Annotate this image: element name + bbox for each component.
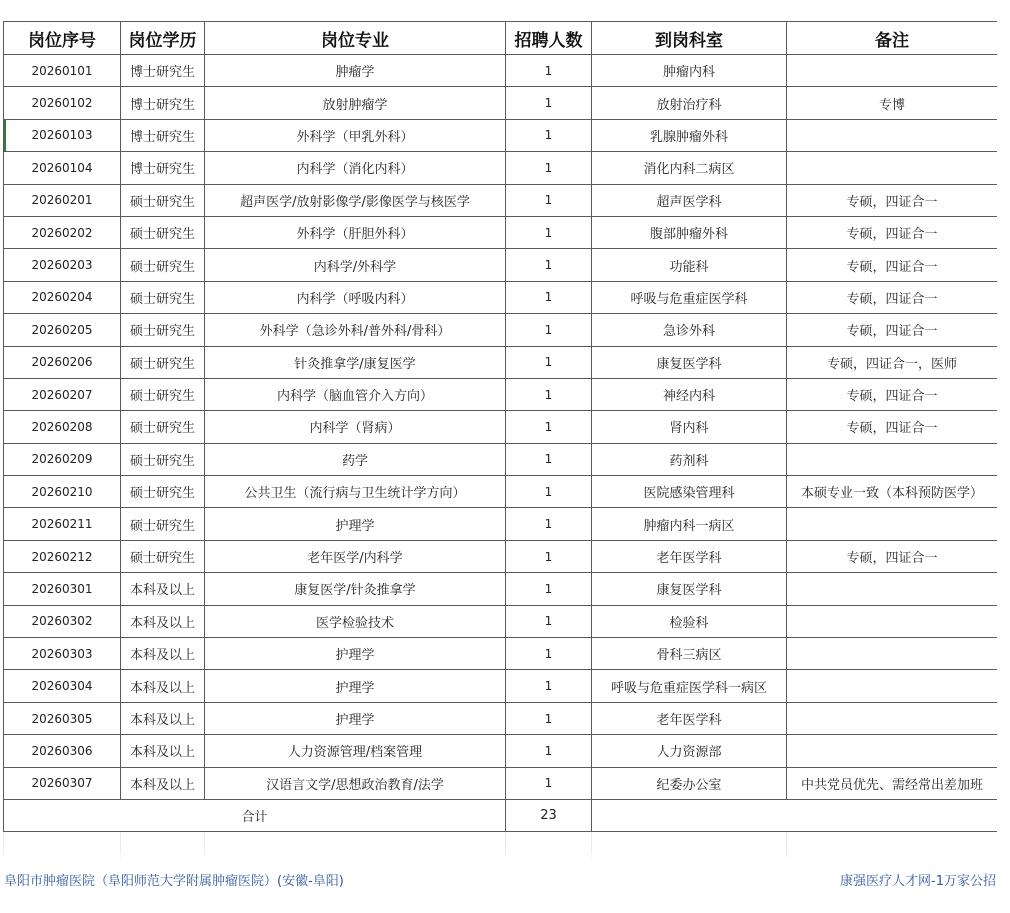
cell-education[interactable]: 硕士研究生 <box>121 314 205 346</box>
cell-position-code[interactable]: 20260305 <box>4 702 121 734</box>
cell-headcount[interactable]: 1 <box>506 152 592 184</box>
cell-remarks[interactable]: 专硕，四证合一 <box>787 378 998 410</box>
cell-education[interactable]: 硕士研究生 <box>121 443 205 475</box>
header-headcount[interactable]: 招聘人数 <box>506 22 592 55</box>
cell-position-code[interactable]: 20260304 <box>4 670 121 702</box>
cell-headcount[interactable]: 1 <box>506 314 592 346</box>
cell-major[interactable]: 护理学 <box>205 702 506 734</box>
cell-department[interactable]: 消化内科二病区 <box>592 152 787 184</box>
cell-headcount[interactable]: 1 <box>506 87 592 119</box>
cell-department[interactable]: 超声医学科 <box>592 184 787 216</box>
cell-remarks[interactable] <box>787 735 998 767</box>
cell-position-code[interactable]: 20260104 <box>4 152 121 184</box>
cell-headcount[interactable]: 1 <box>506 767 592 799</box>
cell-education[interactable]: 硕士研究生 <box>121 216 205 248</box>
cell-position-code[interactable]: 20260303 <box>4 638 121 670</box>
recruitment-table <box>3 21 997 860</box>
cell-remarks[interactable]: 专硕，四证合一 <box>787 216 998 248</box>
cell-education[interactable]: 硕士研究生 <box>121 508 205 540</box>
table-row <box>4 87 998 119</box>
cell-remarks[interactable]: 专硕，四证合一 <box>787 540 998 572</box>
total-label[interactable]: 合计 <box>4 799 506 831</box>
cell-remarks[interactable]: 专硕，四证合一 <box>787 184 998 216</box>
cell-major[interactable]: 内科学（消化内科） <box>205 152 506 184</box>
cell-remarks[interactable]: 专硕，四证合一 <box>787 314 998 346</box>
cell-department[interactable]: 老年医学科 <box>592 540 787 572</box>
cell-department[interactable]: 神经内科 <box>592 378 787 410</box>
cell-position-code[interactable]: 20260211 <box>4 508 121 540</box>
table-row <box>4 702 998 734</box>
cell-department[interactable]: 功能科 <box>592 249 787 281</box>
cell-position-code[interactable]: 20260101 <box>4 55 121 87</box>
cell-remarks[interactable]: 专硕，四证合一 <box>787 281 998 313</box>
cell-education[interactable]: 硕士研究生 <box>121 411 205 443</box>
cell-remarks[interactable]: 本硕专业一致（本科预防医学） <box>787 476 998 508</box>
cell-major[interactable]: 内科学（呼吸内科） <box>205 281 506 313</box>
cell-major[interactable]: 护理学 <box>205 508 506 540</box>
cell-education[interactable]: 博士研究生 <box>121 55 205 87</box>
cell-department[interactable]: 肾内科 <box>592 411 787 443</box>
bottom-fade <box>0 846 1010 864</box>
cell-headcount[interactable]: 1 <box>506 443 592 475</box>
cell-remarks[interactable] <box>787 443 998 475</box>
cell-education[interactable]: 本科及以上 <box>121 638 205 670</box>
cell-department[interactable]: 骨科三病区 <box>592 638 787 670</box>
cell-education[interactable]: 博士研究生 <box>121 87 205 119</box>
cell-education[interactable]: 硕士研究生 <box>121 378 205 410</box>
cell-position-code[interactable]: 20260103 <box>4 119 121 151</box>
cell-remarks[interactable] <box>787 573 998 605</box>
cell-education[interactable]: 本科及以上 <box>121 573 205 605</box>
cell-major[interactable]: 公共卫生（流行病与卫生统计学方向） <box>205 476 506 508</box>
cell-education[interactable]: 硕士研究生 <box>121 249 205 281</box>
cell-education[interactable]: 硕士研究生 <box>121 540 205 572</box>
cell-major[interactable]: 护理学 <box>205 670 506 702</box>
cell-education[interactable]: 本科及以上 <box>121 735 205 767</box>
table-row <box>4 249 998 281</box>
cell-major[interactable]: 肿瘤学 <box>205 55 506 87</box>
cell-remarks[interactable] <box>787 670 998 702</box>
footer-hospital-name: 阜阳市肿瘤医院（阜阳师范大学附属肿瘤医院）(安徽-阜阳) <box>4 874 344 889</box>
cell-remarks[interactable] <box>787 119 998 151</box>
cell-position-code[interactable]: 20260209 <box>4 443 121 475</box>
cell-major[interactable]: 外科学（急诊外科/普外科/骨科） <box>205 314 506 346</box>
cell-department[interactable]: 药剂科 <box>592 443 787 475</box>
cell-headcount[interactable]: 1 <box>506 281 592 313</box>
cell-education[interactable]: 博士研究生 <box>121 152 205 184</box>
table-row <box>4 605 998 637</box>
cell-department[interactable]: 急诊外科 <box>592 314 787 346</box>
cell-headcount[interactable]: 1 <box>506 119 592 151</box>
table-row <box>4 443 998 475</box>
table-row <box>4 184 998 216</box>
cell-education[interactable]: 本科及以上 <box>121 670 205 702</box>
cell-education[interactable]: 硕士研究生 <box>121 281 205 313</box>
cell-remarks[interactable]: 专硕，四证合一 <box>787 411 998 443</box>
cell-education[interactable]: 硕士研究生 <box>121 346 205 378</box>
cell-major[interactable]: 汉语言文学/思想政治教育/法学 <box>205 767 506 799</box>
footer-source: 康强医疗人才网-1万家公招 <box>840 874 996 889</box>
header-education[interactable]: 岗位学历 <box>121 22 205 55</box>
cell-department[interactable]: 康复医学科 <box>592 573 787 605</box>
cell-position-code[interactable]: 20260204 <box>4 281 121 313</box>
cell-major[interactable]: 放射肿瘤学 <box>205 87 506 119</box>
cell-position-code[interactable]: 20260307 <box>4 767 121 799</box>
table-row <box>4 735 998 767</box>
header-major[interactable]: 岗位专业 <box>205 22 506 55</box>
cell-major[interactable]: 康复医学/针灸推拿学 <box>205 573 506 605</box>
cell-major[interactable]: 药学 <box>205 443 506 475</box>
cell-headcount[interactable]: 1 <box>506 670 592 702</box>
cell-major[interactable]: 内科学/外科学 <box>205 249 506 281</box>
cell-headcount[interactable]: 1 <box>506 184 592 216</box>
cell-position-code[interactable]: 20260207 <box>4 378 121 410</box>
cell-headcount[interactable]: 1 <box>506 346 592 378</box>
cell-remarks[interactable] <box>787 508 998 540</box>
cell-major[interactable]: 超声医学/放射影像学/影像医学与核医学 <box>205 184 506 216</box>
cell-major[interactable]: 人力资源管理/档案管理 <box>205 735 506 767</box>
cell-position-code[interactable]: 20260208 <box>4 411 121 443</box>
header-remarks[interactable]: 备注 <box>787 22 998 55</box>
cell-headcount[interactable]: 1 <box>506 573 592 605</box>
cell-headcount[interactable]: 1 <box>506 508 592 540</box>
cell-headcount[interactable]: 1 <box>506 540 592 572</box>
cell-department[interactable]: 人力资源部 <box>592 735 787 767</box>
cell-department[interactable]: 腹部肿瘤外科 <box>592 216 787 248</box>
cell-major[interactable]: 外科学（肝胆外科） <box>205 216 506 248</box>
cell-headcount[interactable]: 1 <box>506 378 592 410</box>
cell-position-code[interactable]: 20260205 <box>4 314 121 346</box>
cell-headcount[interactable]: 1 <box>506 735 592 767</box>
cell-department[interactable]: 乳腺肿瘤外科 <box>592 119 787 151</box>
cell-position-code[interactable]: 20260301 <box>4 573 121 605</box>
cell-major[interactable]: 老年医学/内科学 <box>205 540 506 572</box>
table-row <box>4 378 998 410</box>
cell-headcount[interactable]: 1 <box>506 249 592 281</box>
cell-department[interactable]: 放射治疗科 <box>592 87 787 119</box>
cell-remarks[interactable] <box>787 55 998 87</box>
cell-department[interactable]: 康复医学科 <box>592 346 787 378</box>
total-value[interactable]: 23 <box>506 799 592 831</box>
table-row <box>4 638 998 670</box>
table-row <box>4 119 998 151</box>
table-row <box>4 476 998 508</box>
table-row <box>4 281 998 313</box>
cell-major[interactable]: 内科学（脑血管介入方向） <box>205 378 506 410</box>
cell-education[interactable]: 硕士研究生 <box>121 184 205 216</box>
cell-headcount[interactable]: 1 <box>506 411 592 443</box>
cell-department[interactable]: 老年医学科 <box>592 702 787 734</box>
cell-position-code[interactable]: 20260210 <box>4 476 121 508</box>
cell-headcount[interactable]: 1 <box>506 55 592 87</box>
table-row <box>4 767 998 799</box>
cell-major[interactable]: 针灸推拿学/康复医学 <box>205 346 506 378</box>
cell-remarks[interactable]: 专博 <box>787 87 998 119</box>
cell-headcount[interactable]: 1 <box>506 702 592 734</box>
cell-headcount[interactable]: 1 <box>506 605 592 637</box>
cell-remarks[interactable]: 专硕，四证合一，医师 <box>787 346 998 378</box>
cell-position-code[interactable]: 20260212 <box>4 540 121 572</box>
cell-major[interactable]: 护理学 <box>205 638 506 670</box>
cell-remarks[interactable] <box>787 605 998 637</box>
table-row <box>4 508 998 540</box>
header-row <box>4 22 998 55</box>
cell-department[interactable]: 呼吸与危重症医学科一病区 <box>592 670 787 702</box>
table-row <box>4 573 998 605</box>
cell-headcount[interactable]: 1 <box>506 638 592 670</box>
cell-position-code[interactable]: 20260203 <box>4 249 121 281</box>
cell-department[interactable]: 医院感染管理科 <box>592 476 787 508</box>
cell-position-code[interactable]: 20260206 <box>4 346 121 378</box>
cell-headcount[interactable]: 1 <box>506 216 592 248</box>
cell-headcount[interactable]: 1 <box>506 476 592 508</box>
footer <box>0 868 1010 892</box>
cell-education[interactable]: 本科及以上 <box>121 702 205 734</box>
table-row <box>4 152 998 184</box>
cell-department[interactable]: 纪委办公室 <box>592 767 787 799</box>
cell-remarks[interactable] <box>787 638 998 670</box>
table-row <box>4 216 998 248</box>
cell-position-code[interactable]: 20260202 <box>4 216 121 248</box>
cell-major[interactable]: 外科学（甲乳外科） <box>205 119 506 151</box>
cell-department[interactable]: 呼吸与危重症医学科 <box>592 281 787 313</box>
cell-remarks[interactable] <box>787 152 998 184</box>
cell-education[interactable]: 硕士研究生 <box>121 476 205 508</box>
cell-department[interactable]: 检验科 <box>592 605 787 637</box>
spreadsheet <box>3 21 997 861</box>
cell-education[interactable]: 博士研究生 <box>121 119 205 151</box>
cell-remarks[interactable]: 专硕，四证合一 <box>787 249 998 281</box>
table-row <box>4 411 998 443</box>
cell-position-code[interactable]: 20260302 <box>4 605 121 637</box>
cell-position-code[interactable]: 20260102 <box>4 87 121 119</box>
total-empty-cell[interactable] <box>592 799 998 831</box>
cell-remarks[interactable] <box>787 702 998 734</box>
table-row <box>4 670 998 702</box>
cell-major[interactable]: 医学检验技术 <box>205 605 506 637</box>
cell-major[interactable]: 内科学（肾病） <box>205 411 506 443</box>
table-row <box>4 55 998 87</box>
header-department[interactable]: 到岗科室 <box>592 22 787 55</box>
cell-position-code[interactable]: 20260306 <box>4 735 121 767</box>
cell-department[interactable]: 肿瘤内科一病区 <box>592 508 787 540</box>
total-row <box>4 799 998 831</box>
table-row <box>4 346 998 378</box>
header-position-code[interactable]: 岗位序号 <box>4 22 121 55</box>
cell-position-code[interactable]: 20260201 <box>4 184 121 216</box>
cell-education[interactable]: 本科及以上 <box>121 605 205 637</box>
cell-department[interactable]: 肿瘤内科 <box>592 55 787 87</box>
table-row <box>4 540 998 572</box>
table-row <box>4 314 998 346</box>
cell-education[interactable]: 本科及以上 <box>121 767 205 799</box>
cell-remarks[interactable]: 中共党员优先、需经常出差加班 <box>787 767 998 799</box>
